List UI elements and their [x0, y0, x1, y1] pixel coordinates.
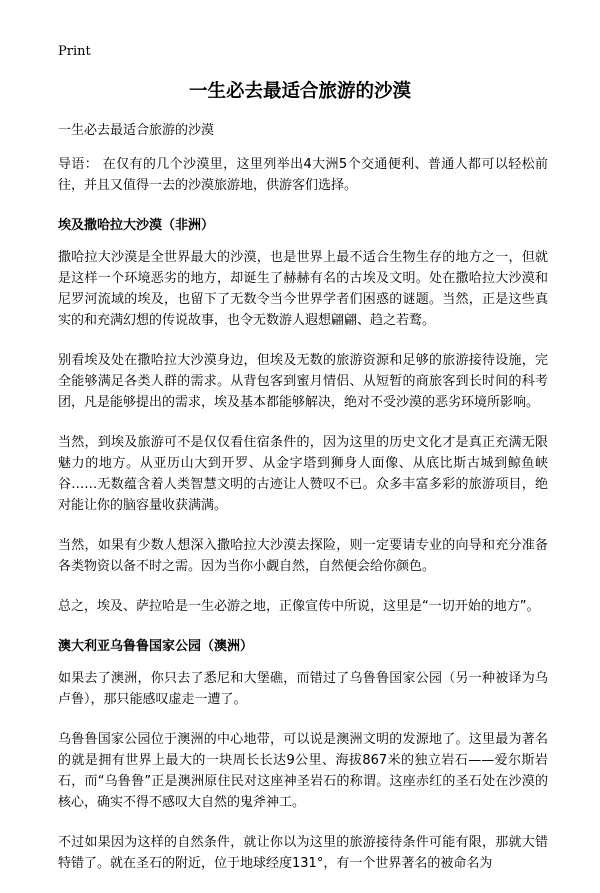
- section-heading-egypt: 埃及撒哈拉大沙漠（非洲）: [58, 218, 215, 233]
- article-body: [58, 120, 548, 893]
- paragraph: 别看埃及处在撒哈拉大沙漠身边，但埃及无数的旅游资源和足够的旅游接待设施，完全能够满足各类人群的需求。从背包客到蜜月情侣、从短暂的商旅客到长时间的科考团，凡是能够提出的需求，埃及基本都能够解决，绝对不受沙漠的恶劣环境所影响。: [58, 353, 548, 410]
- article-title: 一生必去最适合旅游的沙漠: [188, 81, 411, 102]
- paragraph: 当然，到埃及旅游可不是仅仅看住宿条件的，因为这里的历史文化才是真正充满无限魅力的地方。从亚历山大到开罗、从金字塔到狮身人面像、从底比斯古城到鲸鱼峡谷……无数蕴含着人类智慧文明的古迹让人赞叹不已。众多丰富多彩的旅游项目，绝对能让你的脑容量收获满满。: [58, 435, 548, 513]
- paragraph: 当然，如果有少数人想深入撒哈拉大沙漠去探险，则一定要请专业的向导和充分准备各类物资以备不时之需。因为当你小觑自然，自然便会给你颜色。: [58, 538, 548, 574]
- paragraph: 总之，埃及、萨拉哈是一生必游之地，正像宣传中所说，这里是“一切开始的地方”。: [58, 599, 540, 614]
- paragraph: 不过如果因为这样的自然条件，就让你以为这里的旅游接待条件可能有限，那就大错特错了。就在圣石的附近，位于地球经度131°，有一个世界著名的被命名为: [58, 835, 548, 871]
- print-label[interactable]: Print: [58, 44, 91, 59]
- article-intro: 导语： 在仅有的几个沙漠里，这里列举出4大洲5个交通便利、普通人都可以轻松前往，并且又值得一去的沙漠旅游地，供游客们选择。: [58, 157, 548, 193]
- paragraph: 撒哈拉大沙漠是全世界最大的沙漠，也是世界上最不适合生物生存的地方之一，但就是这样一个环境恶劣的地方，却诞生了赫赫有名的古埃及文明。处在撒哈拉大沙漠和尼罗河流域的埃及，也留下了无数令当今世界学者们困惑的谜题。当然，正是这些真实的和充满幻想的传说故事，也令无数游人遐想翩翩、趋之若鹜。: [58, 250, 548, 328]
- section-heading-uluru: 澳大利亚乌鲁鲁国家公园（澳洲）: [58, 639, 254, 654]
- paragraph: 如果去了澳洲，你只去了悉尼和大堡礁，而错过了乌鲁鲁国家公园（另一种被译为乌卢鲁），那只能感叹虚走一遭了。: [58, 671, 548, 707]
- article-subtitle: 一生必去最适合旅游的沙漠: [58, 123, 215, 138]
- paragraph: 乌鲁鲁国家公园位于澳洲的中心地带，可以说是澳洲文明的发源地了。这里最为著名的就是拥有世界上最大的一块周长长达9公里、海拔867米的独立岩石——爱尔斯岩石，而“乌鲁鲁”正是澳洲原住民对这座神圣岩石的称谓。这座赤红的圣石处在沙漠的核心，确实不得不感叹大自然的鬼斧神工。: [58, 732, 548, 810]
